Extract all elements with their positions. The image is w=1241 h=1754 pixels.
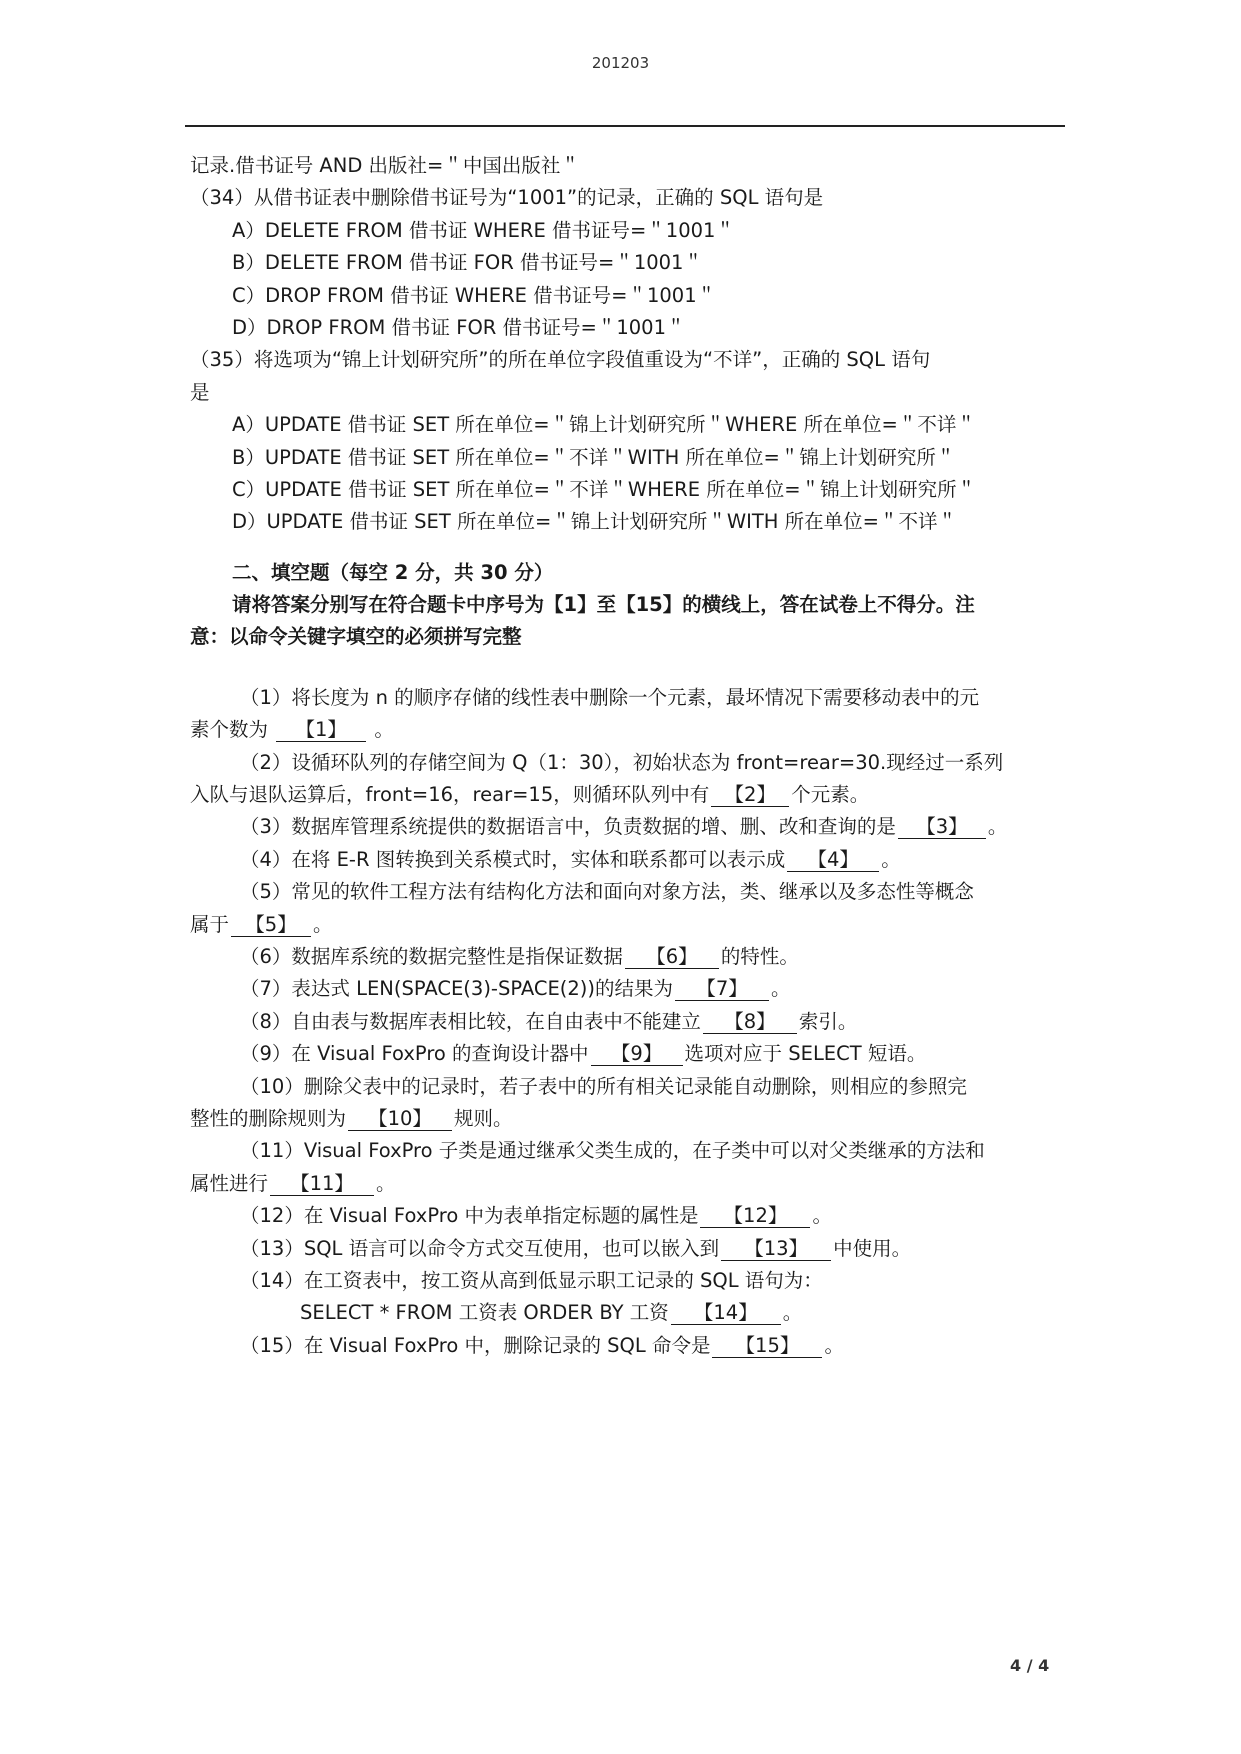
fill-15: （15）在 Visual FoxPro 中，删除记录的 SQL 命令是 【15】 。 [240,1333,844,1357]
q34-option-a: A）DELETE FROM 借书证 WHERE 借书证号=＂1001＂ [232,218,735,242]
fill-11-line2: 属性进行 【11】 。 [190,1171,396,1195]
fill-1-line1: （1）将长度为 n 的顺序存储的线性表中删除一个元素，最坏情况下需要移动表中的元 [240,685,980,709]
fill-2-line1: （2）设循环队列的存储空间为 Q（1：30），初始状态为 front=rear=30.现经过一系列 [240,750,1004,774]
q35-option-b: B）UPDATE 借书证 SET 所在单位=＂不详＂WITH 所在单位=＂锦上计划研究所＂ [232,445,956,469]
fill-10-line2: 整性的删除规则为 【10】 规则。 [190,1106,513,1130]
fill-blank-13: 【13】 [721,1238,831,1261]
section-2-instruction-1: 请将答案分别写在符合题卡中序号为【1】至【15】的横线上，答在试卷上不得分。注 [232,593,975,617]
q35-option-c: C）UPDATE 借书证 SET 所在单位=＂不详＂WHERE 所在单位=＂锦上计划研究所＂ [232,477,977,501]
question-35-line1: （35）将选项为“锦上计划研究所”的所在单位字段值重设为“不详”，正确的 SQL 语句 [190,348,931,372]
fill-blank-2: 【2】 [711,784,789,807]
fill-5-line1: （5）常见的软件工程方法有结构化方法和面向对象方法，类、继承以及多态性等概念 [240,880,974,904]
fill-blank-10: 【10】 [348,1108,452,1131]
q35-option-a: A）UPDATE 借书证 SET 所在单位=＂锦上计划研究所＂WHERE 所在单位=＂不详＂ [232,413,976,437]
fill-blank-8: 【8】 [703,1011,797,1034]
fill-blank-7: 【7】 [675,978,769,1001]
section-2-instruction-2: 意：以命令关键字填空的必须拼写完整 [190,625,522,649]
spacer [190,654,1070,682]
fill-14-line1: （14）在工资表中，按工资从高到低显示职工记录的 SQL 语句为： [240,1268,823,1292]
fill-4: （4）在将 E-R 图转换到关系模式时，实体和联系都可以表示成 【4】 。 [240,847,901,871]
fill-blank-9: 【9】 [591,1043,683,1066]
fill-10-line1: （10）删除父表中的记录时，若子表中的所有相关记录能自动删除，则相应的参照完 [240,1074,967,1098]
fill-blank-6: 【6】 [625,946,719,969]
fill-9: （9）在 Visual FoxPro 的查询设计器中 【9】 选项对应于 SELECT 短语。 [240,1042,927,1066]
fill-8: （8）自由表与数据库表相比较，在自由表中不能建立 【8】 索引。 [240,1009,858,1033]
fill-blank-1: 【1】 [276,719,366,742]
document-body [190,150,1070,1362]
fill-7: （7）表达式 LEN(SPACE(3)-SPACE(2))的结果为 【7】 。 [240,977,791,1001]
fill-blank-15: 【15】 [712,1335,822,1358]
spacer [190,539,1070,557]
q33-tail: 记录.借书证号 AND 出版社=＂中国出版社＂ [190,154,580,177]
header-rule [185,125,1065,127]
fill-blank-12: 【12】 [700,1205,810,1228]
fill-3: （3）数据库管理系统提供的数据语言中，负责数据的增、删、改和查询的是 【3】 。 [240,815,1008,839]
question-34: （34）从借书证表中删除借书证号为“1001”的记录，正确的 SQL 语句是 [190,186,824,210]
fill-blank-14: 【14】 [671,1302,781,1325]
page-number: 4 / 4 [1010,1656,1050,1675]
fill-5-line2: 属于 【5】 。 [190,912,333,936]
fill-11-line1: （11）Visual FoxPro 子类是通过继承父类生成的，在子类中可以对父类继承的方法和 [240,1139,985,1163]
q35-option-d: D）UPDATE 借书证 SET 所在单位=＂锦上计划研究所＂WITH 所在单位=＂不详＂ [232,510,957,534]
q34-option-b: B）DELETE FROM 借书证 FOR 借书证号=＂1001＂ [232,251,703,275]
fill-14-line2: SELECT * FROM 工资表 ORDER BY 工资 【14】 。 [300,1301,803,1325]
fill-blank-11: 【11】 [270,1173,374,1196]
section-2-title: 二、填空题（每空 2 分，共 30 分） [232,560,554,584]
question-35-line2: 是 [190,380,210,404]
fill-blank-3: 【3】 [898,816,986,839]
fill-1-line2: 素个数为 【1】 。 [190,718,394,742]
fill-13: （13）SQL 语言可以命令方式交互使用，也可以嵌入到 【13】 中使用。 [240,1236,912,1260]
fill-blank-4: 【4】 [787,849,879,872]
q34-option-c: C）DROP FROM 借书证 WHERE 借书证号=＂1001＂ [232,283,717,307]
fill-blank-5: 【5】 [231,914,311,937]
fill-2-line2: 入队与退队运算后，front=16，rear=15，则循环队列中有 【2】 个元素。 [190,783,870,807]
fill-6: （6）数据库系统的数据完整性是指保证数据 【6】 的特性。 [240,944,799,968]
page-header: 201203 [591,54,650,72]
fill-12: （12）在 Visual FoxPro 中为表单指定标题的属性是 【12】 。 [240,1204,832,1228]
q34-option-d: D）DROP FROM 借书证 FOR 借书证号=＂1001＂ [232,315,686,339]
